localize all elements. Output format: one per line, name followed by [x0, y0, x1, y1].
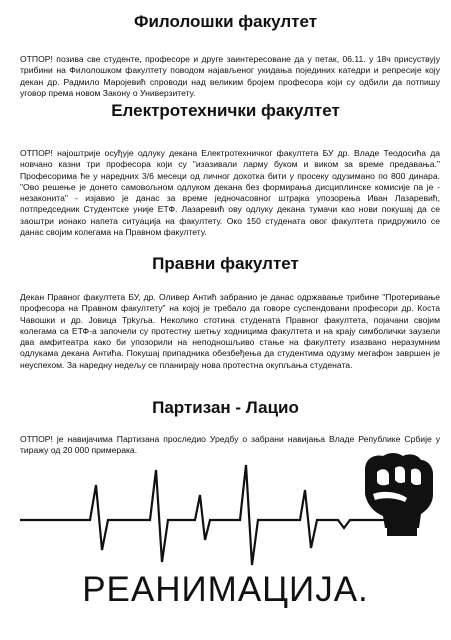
section-text-electrical-engineering: ОТПОР! најоштрије осуђује одлуку декана Електротехничког факултета БУ др. Владе Теодосића да новчано казни три професора који су "изазивали ларму буком и виком за време предавања." Професорима ће у наредних 3/6 месеци од личног дохотка бити у просеку одузимано по 800 динара. "Ово решење је донето самовољном одлуком декана без формирања дисциплинске комисије па је - незаконита" - изјавио је данас за време једночасовног штрајка упозорења Иван Лазаревић, потпредседник Студентске уније ЕТФ. Лазаревић ову одлуку декана тумачи као нови покушај да се заоштри ионако напета ситуација на факултету. Око 150 студената овог факултета придружило се данас својим колегама на Правном факултету.	[20, 148, 440, 238]
section-body-philology	[20, 54, 440, 99]
raised-fist-icon	[359, 453, 433, 536]
section-heading-law: Правни факултет	[152, 254, 299, 273]
section-text-philology: ОТПОР! позива све студенте, професоре и друге заинтересоване да у петак, 06.11. у 18ч присуствују трибини на Филолошком факултету поводом најављеног укидања појединих катедри и репресије коју декан др. Радмило Маројевић спроводи над великим бројем професора који су одбили да потпишу уговор према новом Закону о Универзитету.	[20, 54, 440, 98]
section-heading-partizan-lazio: Партизан - Лацио	[152, 398, 299, 417]
section-text-law: Декан Правног факултета БУ, др. Оливер Антић забранио је данас одржавање трибине "Протеривање професора на Правном факултету" на којој је требало да говоре суспендовани професори др. Коста Чавошки и др. Јовица Трkуља. Неколико стотина студената Правног факултета, појачани својим колегама са ЕТФ-а започели су протестну шетњу ходницима факултета и на крају симболички заузели два амфитеатра како би упозорили на неподношљиво стање на факултету изазвано неразумним одлукама декана Антића. Покушај припадника обезбеђења да студентима одузму мегафон завршен је неуспехом. За наредну недељу се планирају нова протестна окупљања студената.	[20, 292, 440, 370]
section-heading-philology: Филолошки факултет	[133, 12, 318, 31]
heartbeat-graphic	[0, 440, 451, 590]
section-text-partizan-lazio: ОТПОР! је навијачима Партизана проследио Уредбу о забрани навијања Владе Републике Србије у тиражу од 20 000 примерака.	[20, 434, 440, 456]
section-body-law	[20, 292, 440, 371]
heartbeat-line-icon	[20, 465, 360, 565]
section-heading-electrical-engineering: Електротехнички факултет	[111, 101, 340, 120]
section-body-electrical-engineering	[20, 148, 440, 238]
slogan: РЕАНИМАЦИЈА.	[82, 570, 369, 609]
